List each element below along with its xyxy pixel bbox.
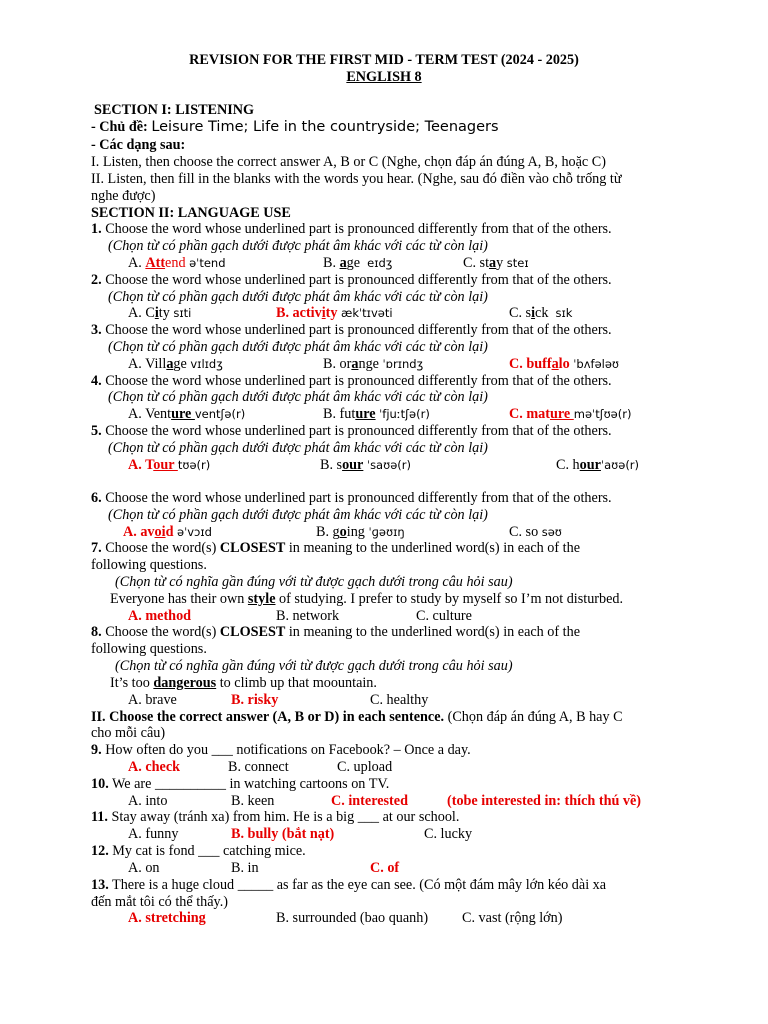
opt-pre: A. Vent xyxy=(128,406,172,422)
opt-underlined: ure xyxy=(549,406,574,422)
q-instruction-bold: CLOSEST xyxy=(219,624,286,640)
q-number: 4. xyxy=(91,373,102,389)
q-instruction-text: Choose the word whose underlined part is pronounced differently from that of the others. xyxy=(105,272,612,288)
opt-underlined: our xyxy=(342,457,364,473)
q2-instruction xyxy=(91,272,612,289)
q1-option-c xyxy=(463,255,529,272)
opt-pre: A. xyxy=(128,255,146,271)
opt-pre: B. g xyxy=(316,524,340,540)
q7-option-a: A. method xyxy=(128,608,192,624)
opt-pre: C. h xyxy=(556,457,580,473)
opt-ipa: ˈaʊə(r) xyxy=(600,458,640,472)
opt-post: y xyxy=(496,255,504,271)
opt-ipa: əˈvɔɪd xyxy=(177,525,212,539)
q7-instruction-vi: (Chọn từ có nghĩa gần đúng với từ được gạch dưới trong câu hỏi sau) xyxy=(115,574,513,590)
opt-pre: C. st xyxy=(463,255,490,271)
q6-instruction-vi: (Chọn từ có phần gạch dưới được phát âm khác với các từ còn lại) xyxy=(108,507,488,523)
q-number: 7. xyxy=(91,540,102,556)
opt-pre: B. xyxy=(323,255,340,271)
q-text: How often do you ___ notifications on Facebook? – Once a day. xyxy=(101,742,471,758)
q11-question xyxy=(91,809,459,826)
opt-underlined: ure xyxy=(171,406,195,422)
q6-option-c xyxy=(509,524,562,541)
q-number: 8. xyxy=(91,624,102,640)
opt-pre: A. Vill xyxy=(128,356,167,372)
q1-instruction-vi: (Chọn từ có phần gạch dưới được phát âm khác với các từ còn lại) xyxy=(108,238,488,254)
opt-ipa: səʊ xyxy=(541,525,562,539)
q-number: 11. xyxy=(91,809,108,825)
topic-text: Leisure Time; Life in the countryside; Teenagers xyxy=(151,119,499,135)
q7-option-b: B. network xyxy=(276,608,340,624)
q13-option-b: B. surrounded (bao quanh) xyxy=(276,910,429,926)
q9-question xyxy=(91,742,471,759)
opt-underlined: a xyxy=(351,356,359,372)
q12-option-c: C. of xyxy=(370,860,400,876)
q-number: 9. xyxy=(91,742,102,758)
opt-underlined: Att xyxy=(145,255,166,271)
opt-underlined: i xyxy=(154,305,159,321)
q-instruction-text: Choose the word whose underlined part is pronounced differently from that of the others. xyxy=(105,423,612,439)
q4-instruction xyxy=(91,373,612,390)
q3-instruction xyxy=(91,322,612,339)
opt-ipa: eɪdʒ xyxy=(367,256,393,270)
q7-instruction-cont: following questions. xyxy=(91,557,207,573)
part2-heading-cont: cho mỗi câu) xyxy=(91,725,166,741)
q1-instruction xyxy=(91,221,612,238)
q10-option-a: A. into xyxy=(128,793,168,809)
q-text: There is a huge cloud _____ as far as the eye can see. xyxy=(108,877,416,893)
q2-instruction-vi: (Chọn từ có phần gạch dưới được phát âm khác với các từ còn lại) xyxy=(108,289,488,305)
q-number: 1. xyxy=(91,221,102,237)
opt-underlined: our xyxy=(153,457,178,473)
q10-option-c: C. interested xyxy=(331,793,408,809)
q8-instruction-vi: (Chọn từ có nghĩa gần đúng với từ được gạch dưới trong câu hỏi sau) xyxy=(115,658,513,674)
opt-underlined: a xyxy=(551,356,559,372)
opt-ipa: sɪti xyxy=(173,306,192,320)
q-number: 12. xyxy=(91,843,109,859)
opt-pre: A. C xyxy=(128,305,155,321)
q8-sentence xyxy=(110,675,377,692)
document-title: REVISION FOR THE FIRST MID - TERM TEST (2024 - 2025) xyxy=(189,52,579,68)
opt-post: ing xyxy=(346,524,365,540)
opt-pre: B. s xyxy=(320,457,343,473)
q5-option-c xyxy=(556,457,639,474)
q9-option-c: C. upload xyxy=(337,759,393,775)
q11-option-a: A. funny xyxy=(128,826,179,842)
section2-heading: SECTION II: LANGUAGE USE xyxy=(91,205,291,221)
q4-option-b xyxy=(323,406,430,423)
opt-ipa: ˈsaʊə(r) xyxy=(366,458,411,472)
q7-instruction xyxy=(91,540,580,557)
opt-pre: B. activ xyxy=(276,305,322,321)
q2-option-a xyxy=(128,305,191,322)
q-number: 13. xyxy=(91,877,109,893)
q7-option-c: C. culture xyxy=(416,608,472,624)
q8-option-c: C. healthy xyxy=(370,692,429,708)
q6-option-b xyxy=(316,524,405,541)
section1-topic xyxy=(91,119,499,136)
part2-heading-text: II. Choose the correct answer (A, B or D) in each sentence. xyxy=(91,709,445,725)
q10-question xyxy=(91,776,389,793)
q-instruction-text: Choose the word(s) xyxy=(105,624,220,640)
sentence-post: to climb up that moountain. xyxy=(216,675,377,691)
sentence-underlined: dangerous xyxy=(153,675,217,691)
opt-ipa: ventʃə(r) xyxy=(194,407,246,421)
q5-instruction xyxy=(91,423,612,440)
opt-underlined: oi xyxy=(154,524,166,540)
opt-ipa: tʊə(r) xyxy=(177,458,211,472)
q-instruction-text: Choose the word whose underlined part is pronounced differently from that of the others. xyxy=(105,322,612,338)
q12-question xyxy=(91,843,306,860)
q-instruction-text: in meaning to the underlined word(s) in each of the xyxy=(285,540,581,556)
q10-option-b: B. keen xyxy=(231,793,275,809)
q-text: Stay away (tránh xa) from him. He is a big ___ at our school. xyxy=(107,809,460,825)
q11-option-b: B. bully (bắt nạt) xyxy=(231,826,335,842)
opt-underlined: o xyxy=(339,524,347,540)
q9-option-b: B. connect xyxy=(228,759,289,775)
q-instruction-text: Choose the word whose underlined part is pronounced differently from that of the others. xyxy=(105,221,612,237)
opt-pre: B. or xyxy=(323,356,352,372)
q-text: We are __________ in watching cartoons on TV. xyxy=(108,776,390,792)
q10-note: (tobe interested in: thích thú về) xyxy=(447,793,642,809)
part2-heading-vi: (Chọn đáp án đúng A, B hay C xyxy=(444,709,623,725)
q1-option-b xyxy=(323,255,392,272)
q13-question-cont: đến mắt tôi có thể thấy.) xyxy=(91,894,228,910)
part2-heading xyxy=(91,709,623,726)
sentence-pre: It’s too xyxy=(110,675,154,691)
opt-ipa: vɪlɪdʒ xyxy=(190,357,223,371)
opt-ipa: ˈɡəʊɪŋ xyxy=(368,525,405,539)
q8-instruction-cont: following questions. xyxy=(91,641,207,657)
opt-pre: B. fut xyxy=(323,406,356,422)
opt-ipa: ˈɒrɪndʒ xyxy=(382,357,424,371)
q-number: 10. xyxy=(91,776,109,792)
q8-option-b: B. risky xyxy=(231,692,279,708)
opt-ipa: əˈtend xyxy=(189,256,226,270)
q-number: 3. xyxy=(91,322,102,338)
q-instruction-text: Choose the word(s) xyxy=(105,540,220,556)
opt-pre: C. mat xyxy=(509,406,550,422)
q5-option-a xyxy=(128,457,210,474)
q3-option-b xyxy=(323,356,423,373)
q8-option-a: A. brave xyxy=(128,692,177,708)
q2-option-b xyxy=(276,305,393,322)
opt-underlined: ure xyxy=(355,406,376,422)
opt-post: nge xyxy=(358,356,379,372)
q11-option-c: C. lucky xyxy=(424,826,473,842)
q-text: My cat is fond ___ catching mice. xyxy=(108,843,306,859)
opt-post: ty xyxy=(325,305,338,321)
opt-post: ty xyxy=(158,305,170,321)
opt-underlined: a xyxy=(489,255,497,271)
section1-item2-line2: nghe được) xyxy=(91,188,156,204)
q-instruction-text: Choose the word whose underlined part is pronounced differently from that of the others. xyxy=(105,490,612,506)
q3-instruction-vi: (Chọn từ có phần gạch dưới được phát âm khác với các từ còn lại) xyxy=(108,339,488,355)
section1-types-label: - Các dạng sau: xyxy=(91,137,186,153)
q7-sentence xyxy=(110,591,623,608)
opt-ipa: steɪ xyxy=(506,256,529,270)
q-number: 2. xyxy=(91,272,102,288)
sentence-post: of studying. I prefer to study by myself so I’m not disturbed. xyxy=(275,591,624,607)
sentence-pre: Everyone has their own xyxy=(110,591,248,607)
opt-post: ck xyxy=(535,305,549,321)
opt-pre: A. T xyxy=(128,457,154,473)
opt-post: end xyxy=(165,255,186,271)
q8-instruction xyxy=(91,624,580,641)
q12-option-b: B. in xyxy=(231,860,259,876)
q-instruction-bold: CLOSEST xyxy=(219,540,286,556)
q4-option-a xyxy=(128,406,245,423)
q13-question xyxy=(91,877,606,894)
document-subtitle: ENGLISH 8 xyxy=(346,69,422,85)
q6-instruction xyxy=(91,490,612,507)
q3-option-a xyxy=(128,356,223,373)
opt-underlined: i xyxy=(531,305,536,321)
opt-post: d xyxy=(165,524,174,540)
section1-item2-line1: II. Listen, then fill in the blanks with the words you hear. (Nghe, sau đó điền vào chỗ trống từ xyxy=(91,171,622,187)
q5-option-b xyxy=(320,457,411,474)
q3-option-c xyxy=(509,356,619,373)
opt-underlined: a xyxy=(339,255,347,271)
opt-ipa: ˈfjuːtʃə(r) xyxy=(379,407,430,421)
opt-underlined: our xyxy=(579,457,601,473)
opt-pre: C. s xyxy=(509,305,532,321)
sentence-underlined: style xyxy=(247,591,276,607)
opt-ipa: sɪk xyxy=(555,306,573,320)
opt-pre: A. av xyxy=(123,524,155,540)
q13-option-a: A. stretching xyxy=(128,910,206,926)
q1-option-a xyxy=(128,255,226,272)
opt-ipa: ækˈtɪvəti xyxy=(341,306,393,320)
q-text-vi: (Có một đám mây lớn kéo dài xa xyxy=(415,877,607,893)
topic-label: - Chủ đề: xyxy=(91,119,152,135)
opt-pre: C. so xyxy=(509,524,539,540)
q-instruction-text: Choose the word whose underlined part is pronounced differently from that of the others. xyxy=(105,373,612,389)
opt-underlined: i xyxy=(321,305,326,321)
opt-post: ge xyxy=(346,255,361,271)
q-instruction-text: in meaning to the underlined word(s) in each of the xyxy=(285,624,581,640)
q13-option-c: C. vast (rộng lớn) xyxy=(462,910,563,926)
opt-post: lo xyxy=(558,356,570,372)
q-number: 5. xyxy=(91,423,102,439)
q9-option-a: A. check xyxy=(128,759,181,775)
opt-underlined: a xyxy=(166,356,174,372)
opt-post: ge xyxy=(173,356,187,372)
opt-ipa: ˈbʌfələʊ xyxy=(573,357,620,371)
opt-pre: C. buff xyxy=(509,356,552,372)
q4-instruction-vi: (Chọn từ có phần gạch dưới được phát âm khác với các từ còn lại) xyxy=(108,389,488,405)
opt-ipa: məˈtʃʊə(r) xyxy=(573,407,632,421)
q2-option-c xyxy=(509,305,572,322)
q5-instruction-vi: (Chọn từ có phần gạch dưới được phát âm khác với các từ còn lại) xyxy=(108,440,488,456)
section1-item1: I. Listen, then choose the correct answer A, B or C (Nghe, chọn đáp án đúng A, B, hoặc C) xyxy=(91,154,606,170)
q4-option-c xyxy=(509,406,631,423)
section1-heading: SECTION I: LISTENING xyxy=(94,102,255,118)
q-number: 6. xyxy=(91,490,102,506)
q6-option-a xyxy=(123,524,212,541)
q12-option-a: A. on xyxy=(128,860,160,876)
